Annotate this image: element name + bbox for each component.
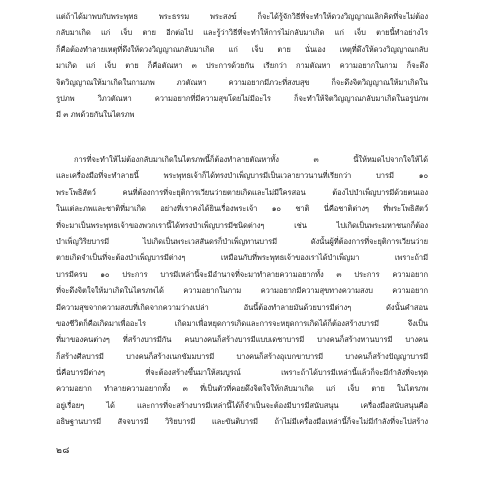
- paragraph-1: [56, 9, 428, 124]
- paragraph-line: ที่จะมาเป็นพระพุทธเจ้าของพวกเรานี้ได้ทรงบำเพ็ญบารมีชนิดต่างๆ เช่น ไปเกิดเป็นพระมหาชนกก็ต้อง: [56, 220, 428, 230]
- paragraph-line: ในแต่ละภพและชาติที่มาเกิด อย่างที่เราคงได้ยินเรื่องพระเจ้า ๑๐ ชาติ นี่คือชาติต่างๆ ที่พระโพธิสัตว์: [56, 204, 428, 214]
- paragraph-line: ความอยาก ทำลายความอยากทั้ง ๓ ที่เป็นตัวที่คอยดึงจิตใจให้กลับมาเกิด แก่ เจ็บ ตาย ในไตรภพ: [56, 384, 428, 394]
- paragraph-line: ที่มาของคนต่างๆ ที่สร้างบารมีกัน คนบางคนก็สร้างบารมีแบบเดชาบารมี บางคนก็สร้างทานบารมี บางคน: [56, 335, 428, 345]
- paragraph-line: แต่ถ้าได้มาพบกับพระพุทธ พระธรรม พระสงฆ์ ก็จะได้รู้จักวิธีที่จะทำให้ดวงวิญญาณเลิกคิดที่จะไม่ต้อง: [56, 12, 428, 21]
- paragraph-line: นี่คือบารมีต่างๆ ที่จะต้องสร้างขึ้นมาให้สมบูรณ์ เพราะถ้าได้บารมีเหล่านี้แล้วก็จะมีกำลังที่จะทุด: [56, 368, 428, 378]
- paragraph-line: ก็คือต้องทำลายเหตุที่ดึงให้ดวงวิญญาณกลับมาเกิด แก่ เจ็บ ตาย นั่นเอง เหตุที่ดึงให้ดวงวิญญาณกลับ: [56, 44, 428, 54]
- paragraph-line: รูปภพ วิภวตัณหา ความอยากที่มีความสุขโดยไม่มีอะไร ก็จะทำให้จิตวิญญาณกลับมาเกิดในอรูปภพ: [56, 93, 428, 103]
- paragraph-line: จิตวิญญาณให้มาเกิดในกามภพ ภวตัณหา ความอยากมีภวะที่สงบสุข ก็จะดึงจิตวิญญาณให้มาเกิดใน: [56, 77, 428, 87]
- paragraph-line: มี ๓ ภพด้วยกันในไตรภพ: [56, 110, 135, 120]
- paragraph-line: การที่จะทำให้ไม่ต้องกลับมาเกิดในไตรภพนี้ก็ต้องทำลายตัณหาทั้ง ๓ นี้ให้หมดไปจากใจให้ได้: [74, 155, 428, 164]
- paragraph-line: อยู่เรื่อยๆ ได้ และการที่จะสร้างบารมีเหล่านี้ได้ก็จำเป็นจะต้องมีบารมีสนับสนุน เครื่องมือสนับสนุนคือ: [56, 400, 428, 410]
- paragraph-line: ตายเกิดจำเป็นที่จะต้องบำเพ็ญบารมีต่างๆ เหมือนกับที่พระพุทธเจ้าของเราได้บำเพ็ญมา เพราะถ้ามี: [56, 253, 428, 263]
- paragraph-line: พระโพธิสัตว์ คนที่ต้องการที่จะยุติการเวียนว่ายตายเกิดและไม่มีใครสอน ต้องไปบำเพ็ญบารมีด้วยตนเอง: [56, 187, 428, 197]
- paragraph-line: บารมีครบ ๑๐ ประการ บารมีเหล่านี้จะมีอำนาจที่จะมาทำลายความอยากทั้ง ๓ ประการ ความอยาก: [56, 269, 428, 279]
- paragraph-2: [56, 152, 428, 431]
- paragraph-line: และเครื่องมือที่จะทำลายนี้ พระพุทธเจ้าก็ได้ทรงบำเพ็ญบารมีเป็นเวลายาวนานที่เรียกว่า บารมี ๑๐: [56, 171, 428, 181]
- paragraph-line: ก็สร้างศีลบารมี บางคนก็สร้างเนกขัมมบารมี บางคนก็สร้างอุเบกขาบารมี บางคนก็สร้างปัญญาบารมี: [56, 351, 428, 361]
- paragraph-line: มีความสุขจากความสงบที่เกิดจากความว่างเปล่า อันนี้ต้องทำลายมันด้วยบารมีต่างๆ ดังนั้นคำสอน: [56, 302, 428, 312]
- paragraph-line: ที่จะดึงจิตใจให้มาเกิดในไตรภพได้ ความอยากในกาม ความอยากมีความสุขทางความสงบ ความอยาก: [56, 286, 428, 296]
- paragraph-line: มาเกิด แก่ เจ็บ ตาย ก็คือตัณหา ๓ ประการด้วยกัน เรียกว่า กามตัณหา ความอยากในกาม ก็จะดึง: [56, 61, 428, 71]
- paragraph-line: ของชีวิตก็คือเกิดมาเพื่ออะไร เกิดมาเพื่อหยุดการเกิดและการจะหยุดการเกิดได้ก็ต้องสร้างบารมี จึงเป็น: [56, 318, 428, 328]
- paragraph-line: อธิษฐานบารมี สัจจบารมี วิริยบารมี และขันติบารมี ถ้าไม่มีเครื่องมือเหล่านี้ก็จะไม่มีกำลังที่จะไปสร้าง: [56, 417, 428, 427]
- page-number: ๒๘: [56, 446, 70, 456]
- paragraph-line: บำเพ็ญวิริยบารมี ไปเกิดเป็นพระเวสสันดรก็บำเพ็ญทานบารมี ดังนั้นผู้ที่ต้องการที่จะยุติการเวียนว่าย: [56, 236, 428, 246]
- paragraph-line: กลับมาเกิด แก่ เจ็บ ตาย อีกต่อไป และรู้ว่าวิธีที่จะทำให้การไม่กลับมาเกิด แก่ เจ็บ ตายนี้ทำอย่างไร: [56, 28, 428, 38]
